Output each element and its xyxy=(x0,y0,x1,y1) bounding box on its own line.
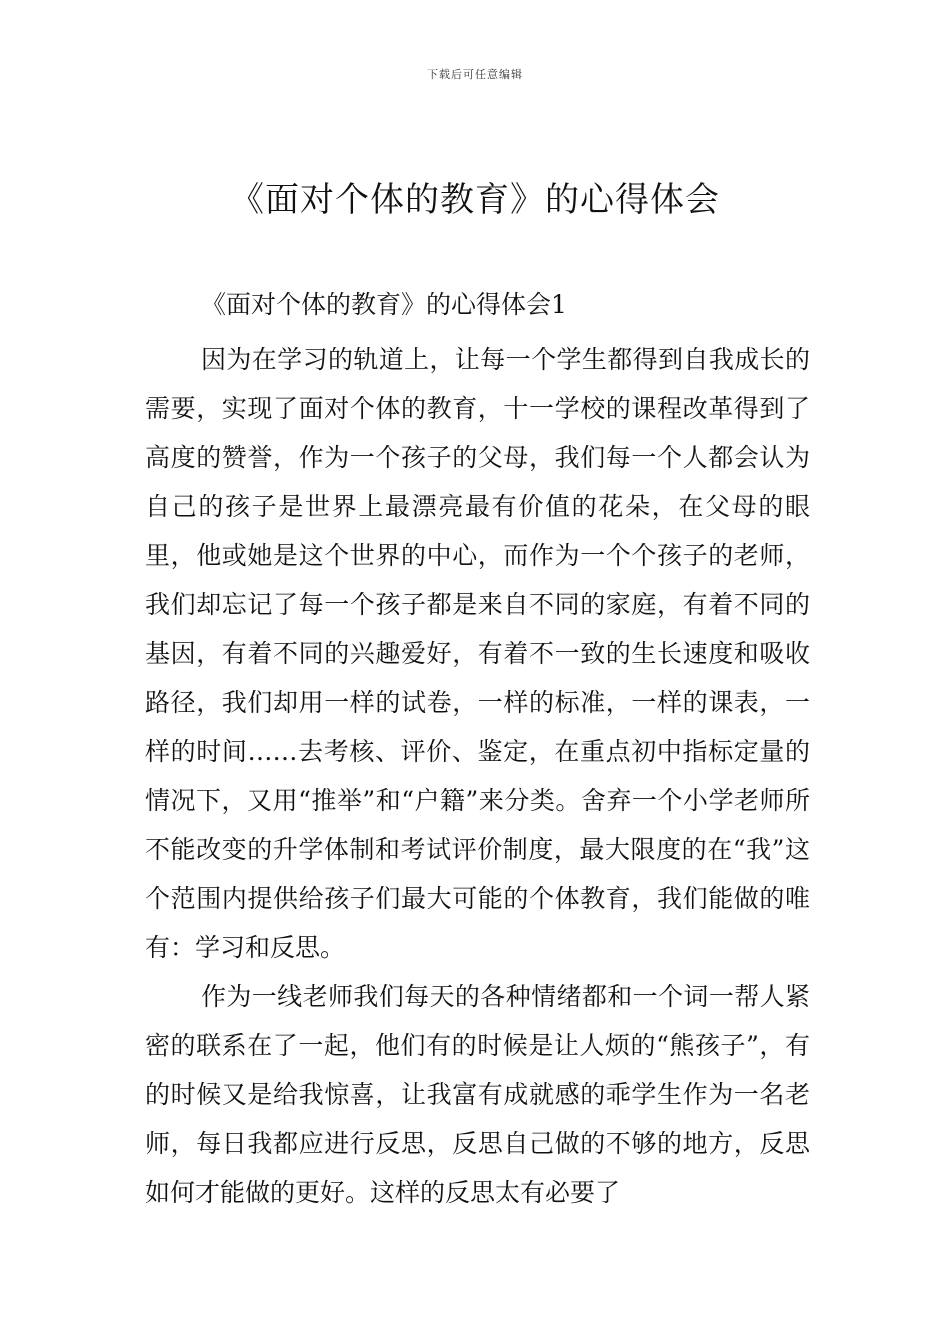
document-body xyxy=(145,280,810,1217)
body-paragraph-2: 作为一线老师我们每天的各种情绪都和一个词一帮人紧密的联系在了一起，他们有的时候是让人烦的“熊孩子”，有的时候又是给我惊喜，让我富有成就感的乖学生作为一名老师，每日我都应进行反思，反思自己做的不够的地方，反思如何才能做的更好。这样的反思太有必要了 xyxy=(145,982,810,1207)
body-paragraph-1: 因为在学习的轨道上，让每一个学生都得到自我成长的需要，实现了面对个体的教育，十一学校的课程改革得到了高度的赞誉，作为一个孩子的父母，我们每一个人都会认为自己的孩子是世界上最漂亮最有价值的花朵，在父母的眼里，他或她是这个世界的中心，而作为一个个孩子的老师，我们却忘记了每一个孩子都是来自不同的家庭，有着不同的基因，有着不同的兴趣爱好，有着不一致的生长速度和吸收路径，我们却用一样的试卷，一样的标准，一样的课表，一样的时间……去考核、评价、鉴定，在重点初中指标定量的情况下，又用“推举”和“户籍”来分类。舍弃一个小学老师所不能改变的升学体制和考试评价制度，最大限度的在“我”这个范围内提供给孩子们最大可能的个体教育，我们能做的唯有：学习和反思。 xyxy=(145,345,810,962)
header-note: 下载后可任意编辑 xyxy=(427,68,523,81)
section-heading: 《面对个体的教育》的心得体会1 xyxy=(201,290,567,319)
document-title: 《面对个体的教育》的心得体会 xyxy=(230,180,720,220)
